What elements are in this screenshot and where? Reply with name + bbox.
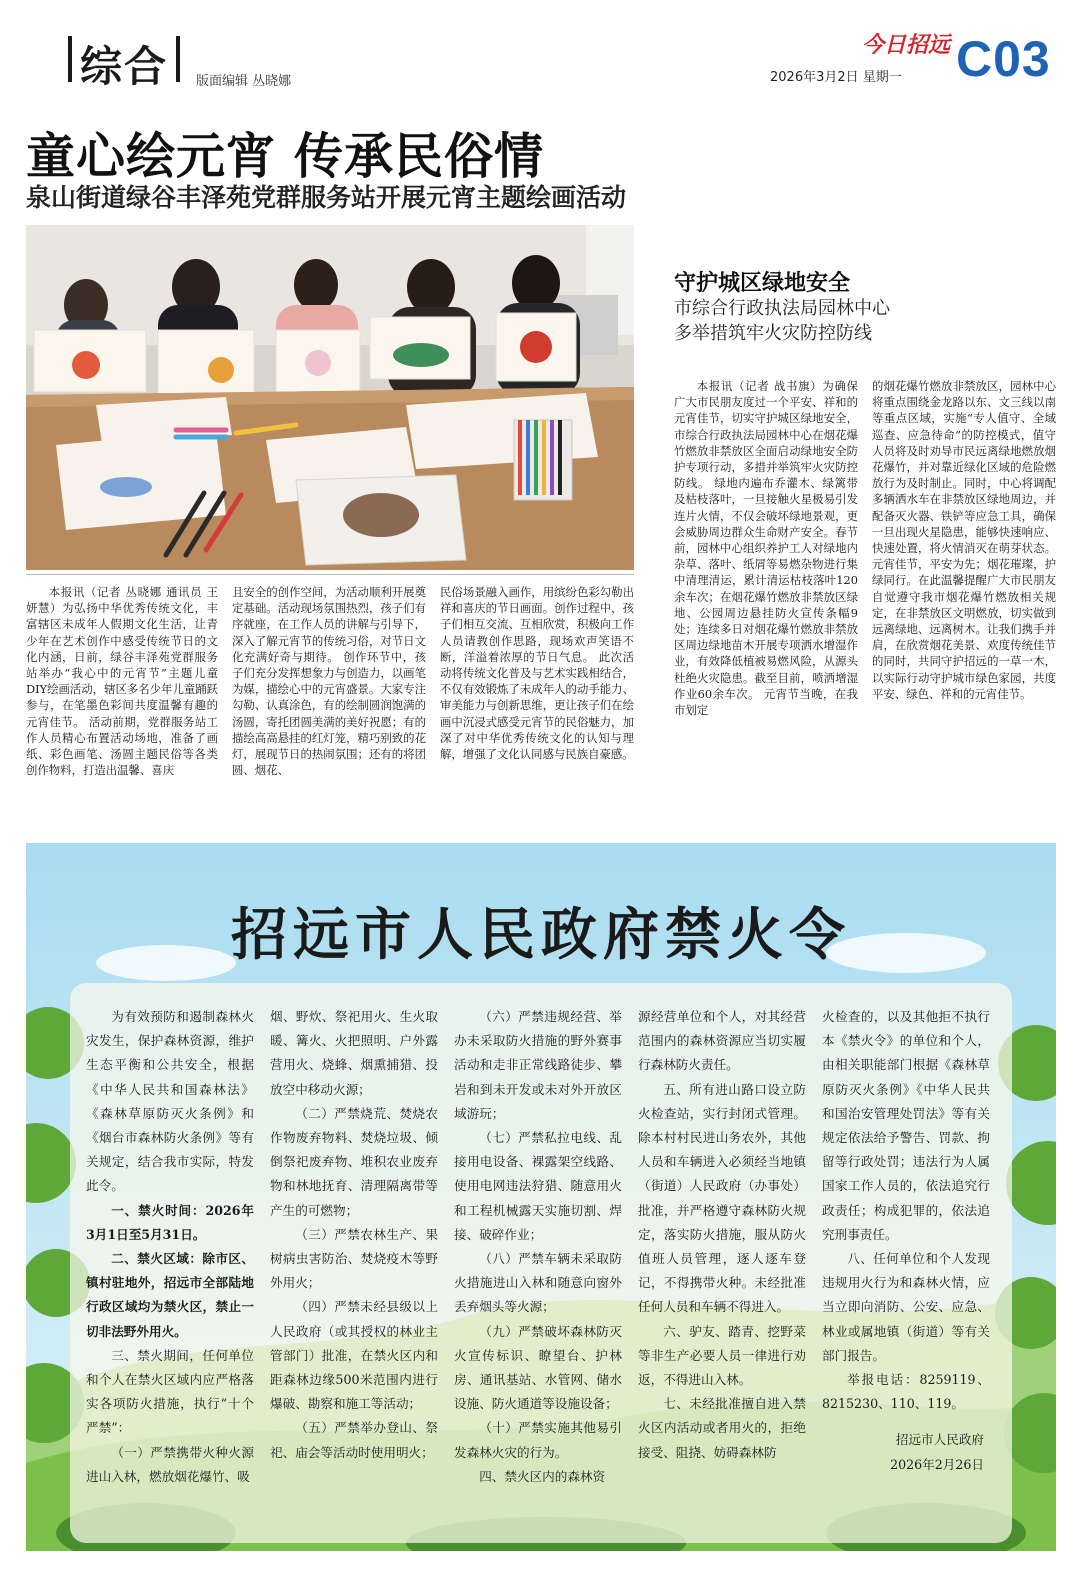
article2-subtitle-line-1: 市综合行政执法局园林中心 xyxy=(674,298,890,319)
section-bar-left xyxy=(68,36,72,82)
section-name: 综合 xyxy=(80,42,169,91)
article1-column-1 xyxy=(26,584,218,814)
notice-ban-8: （八）严禁车辆未采取防火措施进山入林和随意向窗外丢弃烟头等火源； xyxy=(454,1251,622,1315)
page-editor: 版面编辑 丛晓娜 xyxy=(196,74,292,89)
notice-clause-8: 八、任何单位和个人发现违规用火行为和森林火情，应当立即向消防、公安、应急、林业或属地镇（街道）等有关部门报告。 xyxy=(822,1251,990,1363)
notice-ban-5: （五）严禁举办登山、祭祀、庙会等活动时使用明火； xyxy=(270,1420,438,1460)
page-masthead xyxy=(0,0,1080,110)
notice-intro: 为有效预防和遏制森林火灾发生，保护森林资源，维护生态平衡和公共安全，根据《中华人民共和国森林法》《森林草原防灭火条例》和《烟台市森林防火条例》等有关规定，结合我市实际，特发此令。 xyxy=(86,1009,254,1194)
notice-ban-1-cont: 烟、野炊、祭祀用火、生火取暖、篝火、火把照明、户外露营用火、烧蜂、烟熏捕猎、投放空中移动火源； xyxy=(270,1009,438,1097)
notice-column-1 xyxy=(86,1005,254,1545)
page-number: C03 xyxy=(956,31,1051,87)
notice-column-3 xyxy=(454,1005,622,1545)
news-photo-children-painting xyxy=(26,225,634,570)
article1-text-3: 民俗场景融入画作，用缤纷色彩勾勒出祥和喜庆的节日画面。创作过程中，孩子们相互交流、互相欣赏，积极向工作人员请教创作思路，现场欢声笑语不断，洋溢着浓厚的节日气息。 此次活动将传统文化普及与艺术实践相结合，不仅有效锻炼了未成年人的动手能力、审美能力与创新思维，更让孩子们在绘画中沉浸式感受元宵节的民俗魅力，加深了对中华优秀传统文化的认知与理解，增强了文化认同感与民族自豪感。 xyxy=(440,585,634,762)
photo-illustration xyxy=(26,225,634,570)
notice-clause-4: 四、禁火区内的森林资 xyxy=(479,1468,606,1484)
article2-subtitle xyxy=(674,296,974,346)
notice-ban-9: （九）严禁破坏森林防灭火宣传标识、瞭望台、护林房、通讯基站、水管网、储水设施、防火通道等设施设备； xyxy=(454,1323,622,1412)
notice-issue-date: 2026年2月26日 xyxy=(890,1456,984,1472)
notice-clause-7-cont: 火检查的，以及其他拒不执行本《禁火令》的单位和个人，由相关职能部门根据《森林草原防灭火条例》《中华人民共和国治安管理处罚法》等有关规定依法给予警告、罚款、拘留等行政处罚；违法行为人属国家工作人员的，依法追究行政责任；构成犯罪的，依法追究刑事责任。 xyxy=(822,1009,990,1242)
article2-title: 守护城区绿地安全 xyxy=(674,271,851,296)
notice-clause-3: 三、禁火期间，任何单位和个人在禁火区域内应严格落实各项防火措施，执行“十个严禁”： xyxy=(86,1347,254,1436)
article1-text-2: 且安全的创作空间，为活动顺利开展奠定基础。活动现场氛围热烈，孩子们有序就座，在工作人员的讲解与引导下，深入了解元宵节的传统习俗，对节日文化充满好奇与期待。 创作环节中，孩子们充分发挥想象力与创造力，以画笔为媒，描绘心中的元宵盛景。大家专注勾勒、认真涂色，有的绘制圆润饱满的汤圆，寄托团圆美满的美好祝愿；有的描绘高高悬挂的红灯笼，精巧别致的花灯，展现节日的热闹氛围；还有的将团圆、烟花、 xyxy=(232,585,426,778)
notice-ban-3: （三）严禁农林生产、果树病虫害防治、焚烧疫木等野外用火； xyxy=(270,1226,438,1291)
notice-clause-5: 五、所有进山路口设立防火检查站，实行封闭式管理。除本村村民进山务农外，其他人员和车辆进入必须经当地镇（街道）人民政府（办事处）批准，并严格遵守森林防火规定，落实防火措施，服从防火值班人员管理，逐人逐车登记，不得携带火种。未经批准任何人员和车辆不得进入。 xyxy=(638,1081,806,1315)
notice-clause-1: 一、禁火时间：2026年3月1日至5月31日。 xyxy=(86,1202,254,1242)
notice-column-5 xyxy=(822,1005,990,1545)
notice-ban-2: （二）严禁烧荒、焚烧农作物废弃物料、焚烧垃圾、倾倒祭祀废弃物、堆积农业废弃物和林地抚育、清理隔离带等产生的可燃物； xyxy=(270,1105,438,1218)
fire-ban-notice xyxy=(26,843,1056,1551)
notice-ban-10: （十）严禁实施其他易引发森林火灾的行为。 xyxy=(454,1420,622,1460)
notice-clause-7: 七、未经批准擅自进入禁火区内活动或者用火的，拒绝接受、阻挠、妨碍森林防 xyxy=(638,1396,806,1460)
article1-column-2 xyxy=(232,584,426,814)
section-bar-right xyxy=(176,36,180,82)
article2-column-2 xyxy=(872,378,1056,818)
notice-title: 招远市人民政府禁火令 xyxy=(231,903,851,968)
notice-ban-1: （一）严禁携带火种火源进山入林，燃放烟花爆竹、吸 xyxy=(86,1444,254,1484)
article-subhead: 泉山街道绿谷丰泽苑党群服务站开展元宵主题绘画活动 xyxy=(26,183,627,212)
notice-ban-6: （六）严禁违规经营、举办未采取防火措施的野外赛事活动和走非正常线路徒步、攀岩和到未开发或未对外开放区域游玩； xyxy=(454,1009,622,1121)
notice-hotline: 举报电话：8259119、8215230、110、119。 xyxy=(822,1372,990,1412)
notice-issuer: 招远市人民政府 xyxy=(895,1432,984,1448)
article1-text-1: 本报讯（记者 丛晓娜 通讯员 王妍慧）为弘扬中华优秀传统文化，丰富辖区未成年人假期文化生活，让青少年在艺术创作中感受传统节日的文化内涵，日前，绿谷丰泽苑党群服务站举办“我心中的元宵节”主题儿童DIY绘画活动，辖区多名少年儿童踊跃参与，在笔墨色彩间共度温馨有趣的元宵佳节。 活动前期，党群服务站工作人员精心布置活动场地，准备了画纸、彩色画笔、汤圆主题民俗等各类创作物料，打造出温馨、喜庆 xyxy=(26,585,218,778)
notice-column-4 xyxy=(638,1005,806,1545)
article2-text-2: 的烟花爆竹燃放非禁放区，园林中心将重点围绕金龙路以东、文三线以南等重点区域，实施“专人值守、全域巡查、应急待命”的防控模式，值守人员将及时劝导市民远离绿地燃放烟花爆竹，并对靠近绿化区域的危险燃放行为及时制止。同时，中心将调配多辆洒水车在非禁放区绿地周边，并配备灭火器、铁铲等应急工具，确保一旦出现火星隐患，能够快速响应、快速处置，将火情消灭在萌芽状态。 元宵佳节，平安为先；烟花璀璨，护绿同行。在此温馨提醒广大市民朋友自觉遵守我市烟花爆竹燃放相关规定，在非禁放区文明燃放，切实做到远离绿地、远离树木。让我们携手并肩，在欣赏烟花美景、欢度传统佳节的同时，共同守护招远的一草一木，以实际行动守护城市绿色家园，共度平安、绿色、祥和的元宵佳节。 xyxy=(872,379,1056,701)
photo-bottom-rule xyxy=(26,574,634,575)
notice-clause-2: 二、禁火区域：除市区、镇村驻地外，招远市全部陆地行政区域均为禁火区，禁止一切非法野外用火。 xyxy=(86,1251,254,1339)
article-headline: 童心绘元宵 传承民俗情 xyxy=(26,128,545,185)
notice-ban-4: （四）严禁未经县级以上人民政府（或其授权的林业主管部门）批准，在禁火区内和距森林边缘500米范围内进行爆破、勘察和施工等活动； xyxy=(270,1299,438,1412)
notice-clause-6: 六、驴友、踏青、挖野菜等非生产必要人员一律进行劝返，不得进山入林。 xyxy=(638,1323,806,1388)
notice-clause-4-cont: 源经营单位和个人，对其经营范围内的森林资源应当切实履行森林防火责任。 xyxy=(638,1009,806,1073)
article2-subtitle-line-2: 多举措筑牢火灾防控防线 xyxy=(674,323,872,344)
issue-date: 2026年3月2日 星期一 xyxy=(770,70,902,85)
article2-text-1: 本报讯（记者 战书旗）为确保广大市民朋友度过一个平安、祥和的元宵佳节，切实守护城区绿地安全，市综合行政执法局园林中心在烟花爆竹燃放非禁放区全面启动绿地安全防护专项行动，多措并举筑牢火灾防控防线。 绿地内遍布乔灌木、绿篱带及枯枝落叶，一旦接触火星极易引发连片火情，不仅会破坏绿地景观，更会威胁周边群众生命财产安全。春节前，园林中心组织养护工人对绿地内杂草、落叶、纸屑等易燃杂物进行集中清理清运，累计清运枯枝落叶120余车次；在烟花爆竹燃放非禁放区绿地、公园周边悬挂防火宣传条幅9处；连续多日对烟花爆竹燃放非禁放区周边绿地苗木开展专项洒水增湿作业，有效降低植被易燃风险，从源头杜绝火灾隐患。截至目前，喷洒增湿作业60余车次。 元宵节当晚，在我市划定 xyxy=(674,379,858,718)
notice-ban-7: （七）严禁私拉电线、乱接用电设备、裸露架空线路、使用电网违法狩猎、随意用火和工程机械露天实施切割、焊接、破碎作业； xyxy=(454,1130,622,1242)
notice-column-2 xyxy=(270,1005,438,1545)
article2-column-1 xyxy=(674,378,858,818)
article1-column-3 xyxy=(440,584,634,814)
newspaper-logo: 今日招远 xyxy=(862,32,951,58)
